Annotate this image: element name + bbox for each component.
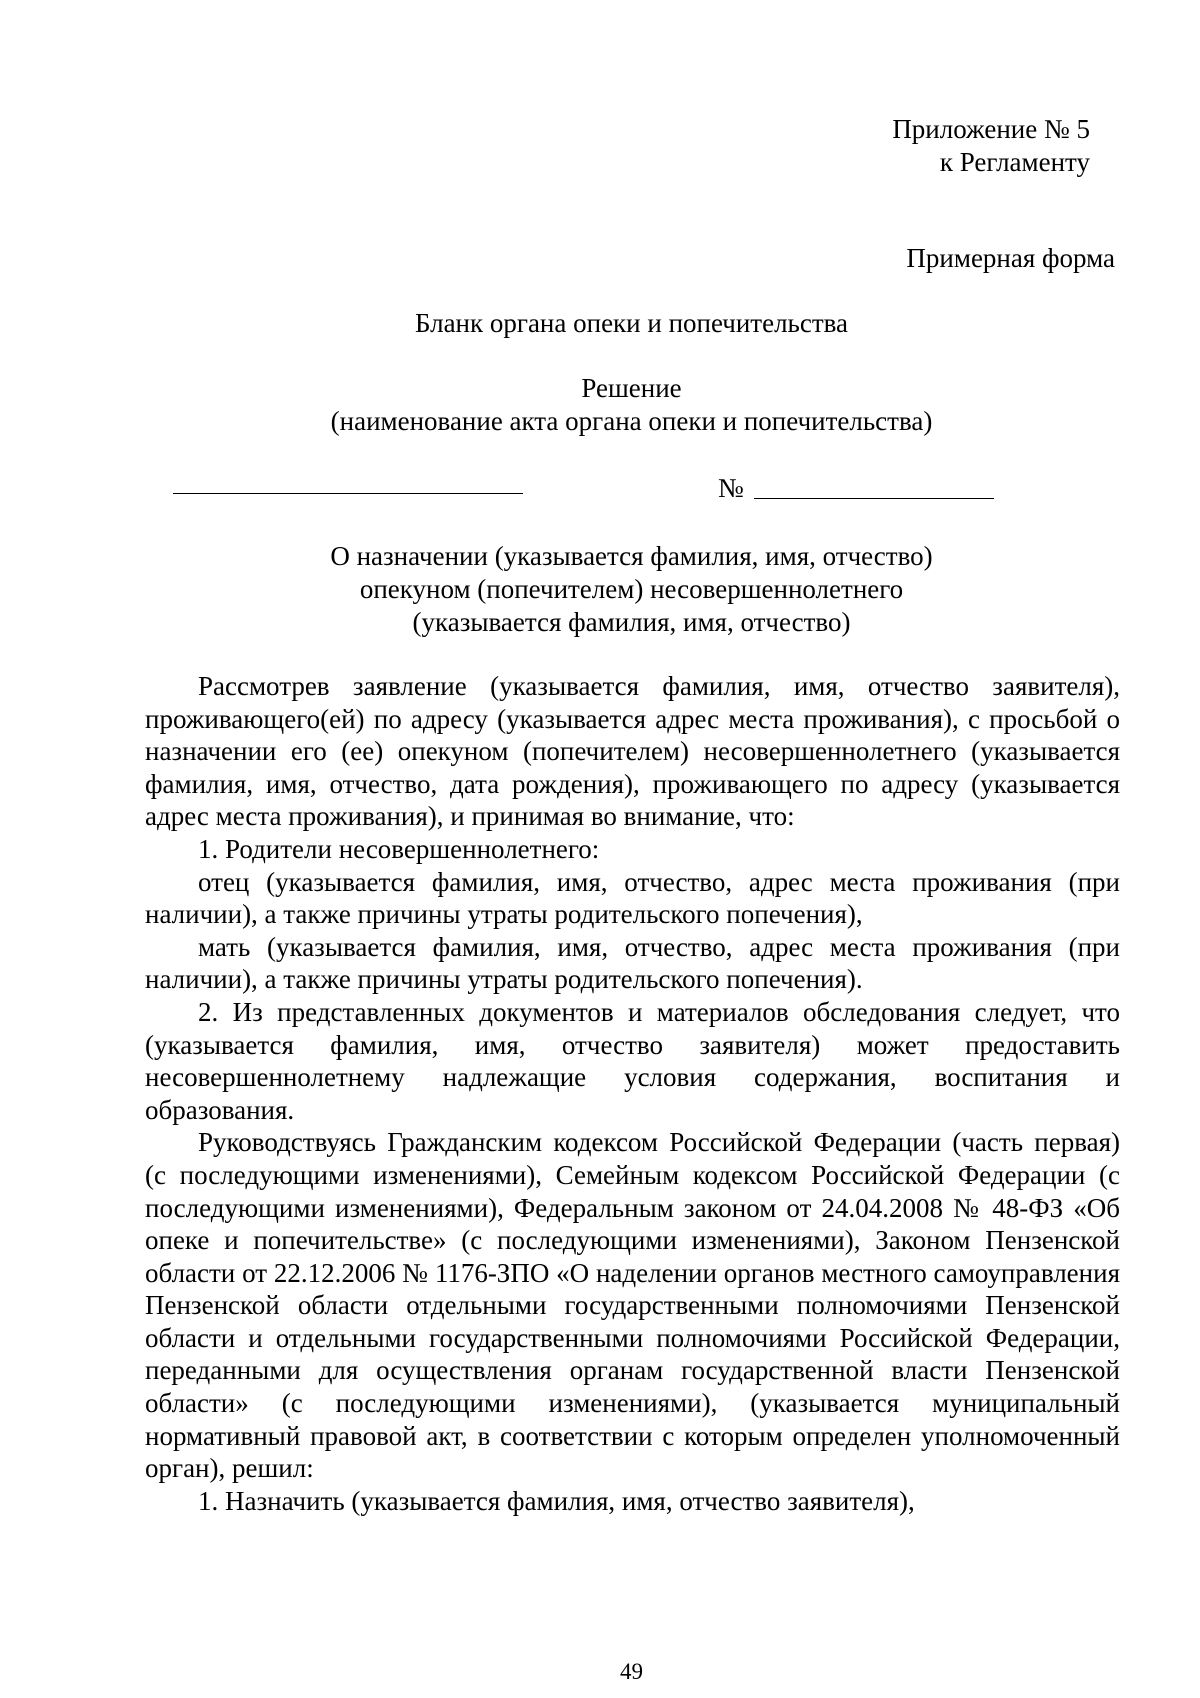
body-paragraph-mother: мать (указывается фамилия, имя, отчество, адрес места проживания (при наличии), а также причины утраты родительского попечения). xyxy=(145,931,1120,995)
body-paragraph-application: Рассмотрев заявление (указывается фамилия, имя, отчество заявителя), проживающего(ей) по адресу (указывается адрес места проживания), с просьбой о назначении его (ее) опекуном (попечителем) несовершеннолетнего (указывается фамилия, имя, отчество, дата рождения), проживающего по адресу (указывается адрес места проживания), и принимая во внимание, что: xyxy=(145,671,1120,832)
decision-title: Решение xyxy=(581,373,682,403)
blank-title: Бланк органа опеки и попечительства xyxy=(414,308,849,338)
body-paragraph-conditions: 2. Из представленных документов и материалов обследования следует, что (указывается фамилия, имя, отчество заявителя) может предоставить несовершеннолетнему надлежащие условия содержания, воспитания и образования. xyxy=(145,996,1120,1125)
document-body xyxy=(145,670,1120,1517)
document-number-field xyxy=(718,472,994,505)
appendix-reference xyxy=(892,113,1090,179)
date-blank-line xyxy=(173,493,523,494)
body-paragraph-appoint: 1. Назначить (указывается фамилия, имя, отчество заявителя), xyxy=(198,1485,915,1516)
number-sign: № xyxy=(718,473,744,503)
body-paragraph-father: отец (указывается фамилия, имя, отчество, адрес места проживания (при наличии), а также причины утраты родительского попечения), xyxy=(145,866,1120,930)
form-label: Примерная форма xyxy=(906,243,1115,273)
decision-subtitle: (наименование акта органа опеки и попечительства) xyxy=(330,406,933,436)
subject-heading xyxy=(0,540,1200,639)
subject-line-2: опекуном (попечителем) несовершеннолетнего xyxy=(359,574,904,604)
appendix-regulation: к Регламенту xyxy=(939,147,1090,177)
appendix-number: Приложение № 5 xyxy=(892,114,1090,144)
subject-line-3: (указывается фамилия, имя, отчество) xyxy=(412,607,851,637)
subject-line-1: О назначении (указывается фамилия, имя, отчество) xyxy=(330,541,933,571)
body-paragraph-parents: 1. Родители несовершеннолетнего: xyxy=(198,833,600,864)
decision-heading xyxy=(0,372,1200,438)
number-blank-line xyxy=(754,498,994,499)
body-paragraph-legal-basis: Руководствуясь Гражданским кодексом Российской Федерации (часть первая) (с последующими изменениями), Семейным кодексом Российской Федерации (с последующими изменениями), Федеральным законом от 24.04.2008 № 48-ФЗ «Об опеке и попечительстве» (с последующими изменениями), Законом Пензенской области от 22.12.2006 № 1176-ЗПО «О наделении органов местного самоуправления Пензенской области отдельными государственными полномочиями Пензенской области и отдельными государственными полномочиями Российской Федерации, переданными для осуществления органам государственной власти Пензенской области» (с последующими изменениями), (указывается муниципальный нормативный правовой акт, в соответствии с которым определен уполномоченный орган), решил: xyxy=(145,1127,1120,1484)
page-number: 49 xyxy=(620,1659,643,1684)
